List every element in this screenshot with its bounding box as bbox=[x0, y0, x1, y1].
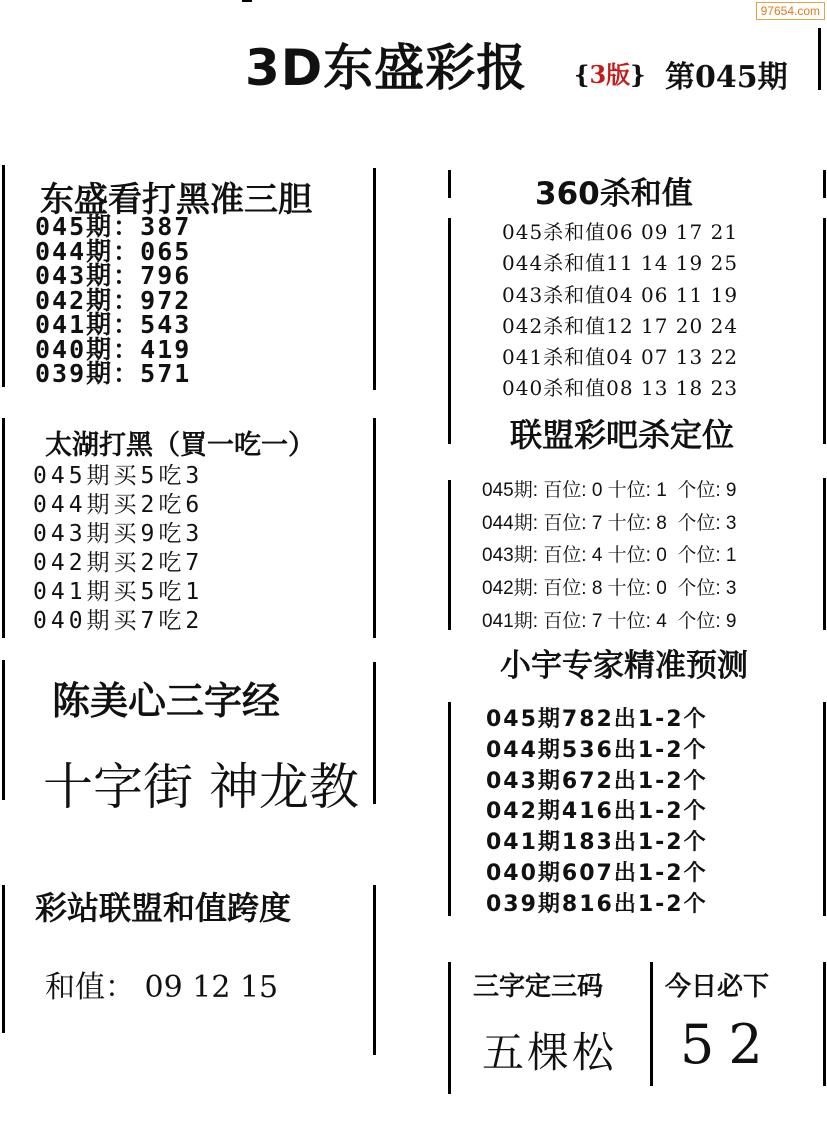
top-rule bbox=[242, 0, 252, 2]
right-border-4-right bbox=[823, 702, 826, 916]
right-border-5 bbox=[448, 962, 451, 1094]
edition-brace-close: } bbox=[630, 60, 646, 89]
issue-number: 第045期 bbox=[665, 60, 788, 95]
xiaozi-list bbox=[486, 705, 708, 921]
kill360-row: 042杀和值12 17 20 24 bbox=[502, 313, 739, 338]
kill360-row: 041杀和值04 07 13 22 bbox=[502, 345, 739, 370]
right-border-4 bbox=[448, 702, 451, 916]
kill360-row: 040杀和值08 13 18 23 bbox=[502, 376, 739, 401]
left-border-4-right bbox=[373, 885, 376, 1055]
kill360-list bbox=[502, 217, 738, 405]
xiaozi-row: 042期416出1-2个 bbox=[486, 799, 708, 825]
watermark-badge: 97654.com bbox=[756, 2, 825, 20]
sanzi-title: 三字定三码 bbox=[473, 972, 604, 1002]
right-border-2-right bbox=[823, 218, 826, 444]
kill360-title: 360杀和值 bbox=[535, 176, 693, 212]
dongsheng-list bbox=[35, 212, 192, 388]
right-border-2 bbox=[448, 218, 451, 444]
right-border-3 bbox=[448, 480, 451, 630]
lianmeng-list bbox=[482, 475, 736, 638]
right-border-3-right bbox=[823, 478, 826, 630]
dongsheng-row: 040期：419 bbox=[35, 334, 192, 364]
kill360-row: 045杀和值06 09 17 21 bbox=[502, 220, 739, 244]
edition-label bbox=[574, 55, 646, 90]
dongsheng-row: 042期：972 bbox=[35, 285, 192, 315]
taihu-list bbox=[33, 462, 203, 636]
sanzi-body: 五棵松 bbox=[482, 1028, 618, 1077]
dongsheng-row: 043期：796 bbox=[35, 261, 192, 290]
taihu-row: 041期买5吃1 bbox=[33, 579, 204, 605]
lianmeng-row: 043期: 百位: 4 十位: 0 个位: 1 bbox=[482, 545, 737, 567]
taihu-row: 040期买7吃2 bbox=[33, 608, 204, 634]
taihu-row: 044期买2吃6 bbox=[33, 492, 204, 518]
lianmeng-row: 041期: 百位: 7 十位: 4 个位: 9 bbox=[482, 610, 737, 632]
kill360-row: 044杀和值11 14 19 25 bbox=[502, 251, 739, 276]
taihu-title: 太湖打黑（買一吃一） bbox=[45, 430, 315, 461]
xiaozi-row: 040期607出1-2个 bbox=[486, 860, 708, 886]
right-border-1 bbox=[448, 170, 451, 198]
header-divider-right bbox=[818, 28, 821, 90]
xiaozi-row: 041期183出1-2个 bbox=[486, 830, 708, 856]
xiaozi-row: 039期816出1-2个 bbox=[486, 891, 708, 917]
left-border-1-right bbox=[373, 168, 376, 390]
caizhan-title: 彩站联盟和值跨度 bbox=[35, 889, 292, 927]
caizhan-body: 和值： 09 12 15 bbox=[45, 970, 279, 1005]
dongsheng-row: 045期：387 bbox=[35, 212, 192, 241]
right-border-1-right bbox=[823, 170, 826, 198]
left-border-2 bbox=[2, 418, 5, 638]
xiaozi-row: 045期782出1-2个 bbox=[486, 707, 708, 732]
page-title: 3D东盛彩报 bbox=[245, 39, 528, 97]
xiaozi-row: 044期536出1-2个 bbox=[486, 737, 708, 763]
left-border-1 bbox=[2, 165, 5, 387]
chenmeixin-body: 十字街 神龙教 bbox=[43, 758, 359, 816]
lianmeng-row: 044期: 百位: 7 十位: 8 个位: 3 bbox=[482, 512, 737, 534]
taihu-row: 042期买2吃7 bbox=[33, 550, 204, 576]
lianmeng-row: 045期: 百位: 0 十位: 1 个位: 9 bbox=[482, 480, 737, 501]
edition-number: 3版 bbox=[589, 60, 631, 89]
jinri-title: 今日必下 bbox=[665, 972, 770, 1002]
taihu-row: 043期买9吃3 bbox=[33, 521, 204, 547]
lianmeng-title: 联盟彩吧杀定位 bbox=[510, 416, 735, 454]
taihu-row: 045期买5吃3 bbox=[33, 463, 204, 489]
left-border-3-right bbox=[373, 662, 376, 804]
dongsheng-title: 东盛看打黑准三胆 bbox=[40, 180, 312, 220]
jinri-body: 52 bbox=[680, 1013, 777, 1076]
xiaozi-title: 小宇专家精准预测 bbox=[500, 648, 748, 684]
dongsheng-row: 041期：543 bbox=[35, 310, 192, 339]
right-border-5-right bbox=[823, 962, 826, 1086]
edition-brace-open: { bbox=[574, 60, 590, 89]
dongsheng-row: 039期：571 bbox=[35, 359, 192, 388]
chenmeixin-title: 陈美心三字经 bbox=[52, 678, 281, 723]
left-border-2-right bbox=[373, 418, 376, 638]
lianmeng-row: 042期: 百位: 8 十位: 0 个位: 3 bbox=[482, 578, 737, 600]
xiaozi-row: 043期672出1-2个 bbox=[486, 768, 708, 794]
left-border-4 bbox=[2, 885, 5, 1033]
kill360-row: 043杀和值04 06 11 19 bbox=[502, 282, 739, 307]
right-border-5-mid bbox=[650, 962, 653, 1086]
left-border-3 bbox=[2, 660, 5, 800]
dongsheng-row: 044期：065 bbox=[35, 236, 192, 266]
